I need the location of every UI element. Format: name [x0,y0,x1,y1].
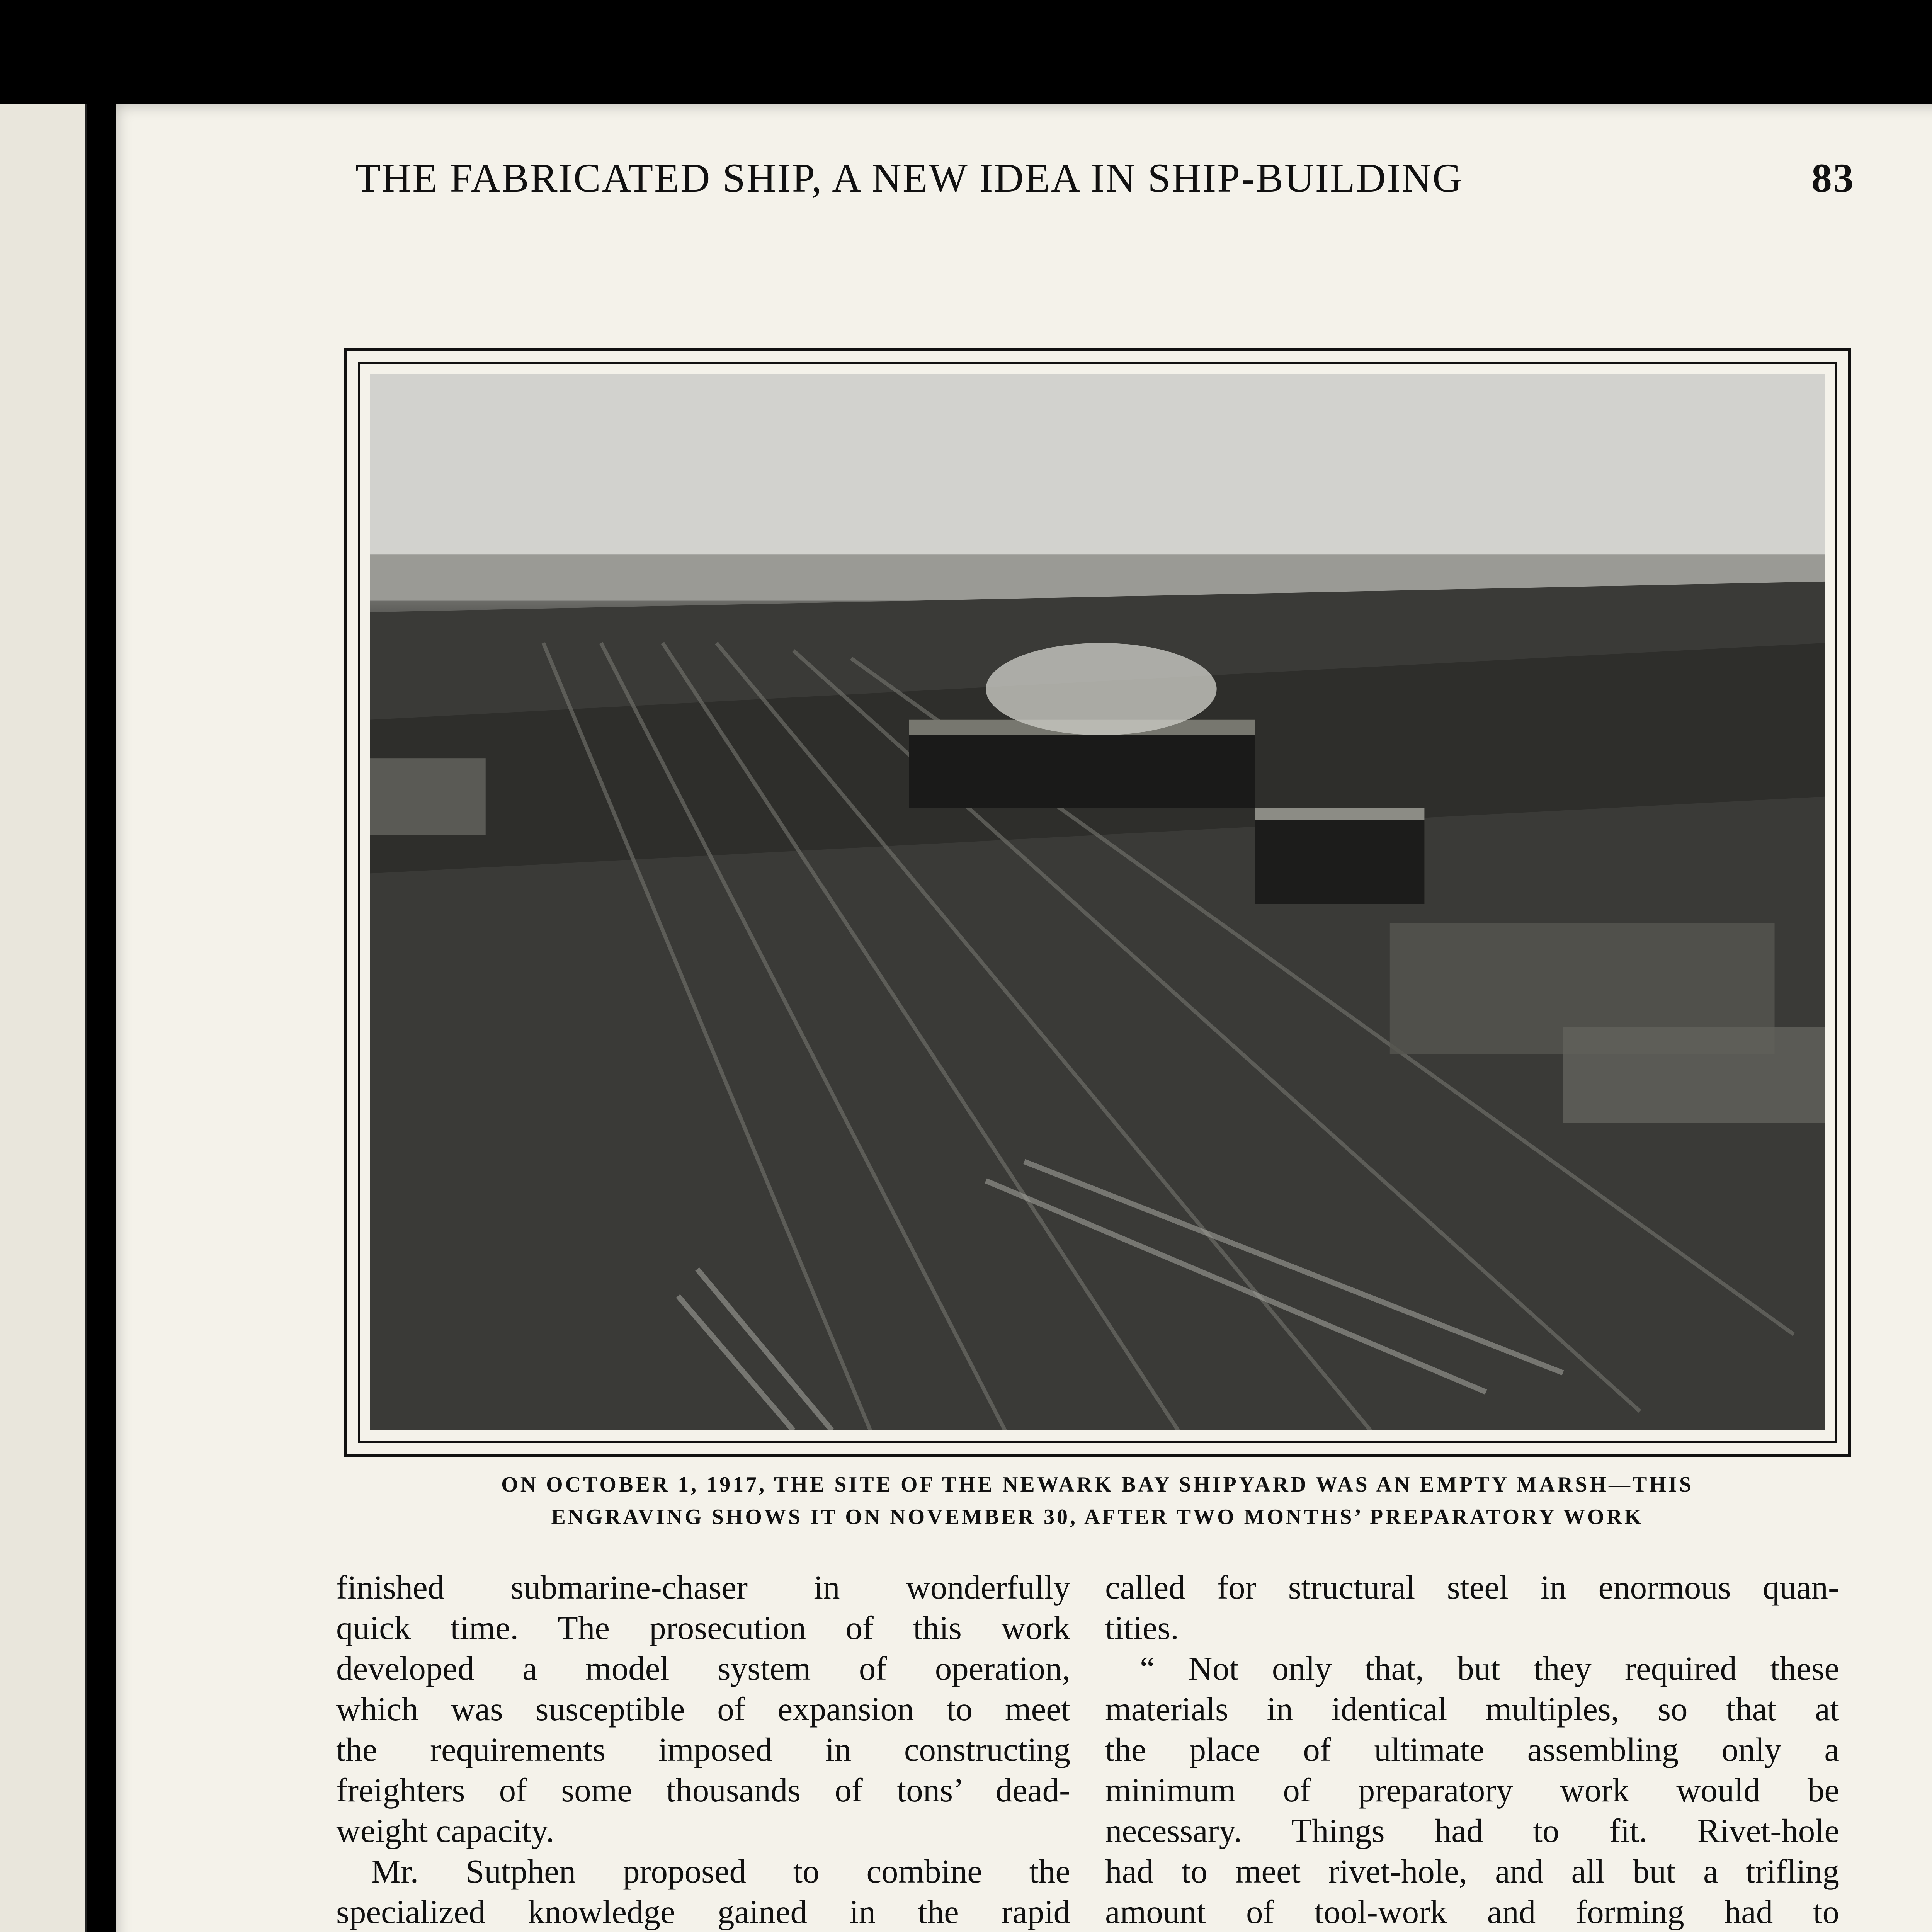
text-line: minimum of preparatory work would be [1105,1771,1839,1809]
text-line: had to meet rivet-hole, and all but a trifling [1105,1852,1839,1890]
page-number: 83 [1811,155,1855,201]
running-header [355,155,1855,213]
text-line: developed a model system of operation, [336,1650,1070,1687]
text-line: weight capacity. [336,1812,554,1849]
photo-caption [348,1468,1847,1533]
text-line: finished submarine-chaser in wonderfully [336,1568,1070,1606]
text-line: which was susceptible of expansion to meet [336,1690,1070,1728]
right-text-column [1105,1567,1839,1932]
text-line: necessary. Things had to fit. Rivet-hole [1105,1812,1839,1849]
facing-page-edge [0,104,87,1932]
shipyard-photo-illustration [370,374,1825,1430]
text-line: freighters of some thousands of tons’ dead- [336,1771,1070,1809]
text-line: the place of ultimate assembling only a [1105,1731,1839,1768]
photo-frame [344,348,1851,1457]
text-line: amount of tool-work and forming had to [1105,1893,1839,1930]
shipyard-photograph [370,374,1825,1430]
text-line: “ Not only that, but they required these [1140,1650,1839,1687]
left-text-column [336,1567,1070,1932]
text-line: tities. [1105,1609,1179,1646]
text-line: quick time. The prosecution of this work [336,1609,1070,1646]
running-title: THE FABRICATED SHIP, A NEW IDEA IN SHIP-BUILDING [355,155,1463,201]
text-line: the requirements imposed in constructing [336,1731,1070,1768]
caption-line: ON OCTOBER 1, 1917, THE SITE OF THE NEWARK BAY SHIPYARD WAS AN EMPTY MARSH—THIS [501,1473,1694,1497]
text-line: specialized knowledge gained in the rapid [336,1893,1070,1930]
text-line: materials in identical multiples, so that at [1105,1690,1839,1728]
caption-line: ENGRAVING SHOWS IT ON NOVEMBER 30, AFTER TWO MONTHS’ PREPARATORY WORK [551,1505,1644,1529]
text-line: Mr. Sutphen proposed to combine the [371,1852,1070,1890]
text-line: called for structural steel in enormous quan- [1105,1568,1839,1606]
